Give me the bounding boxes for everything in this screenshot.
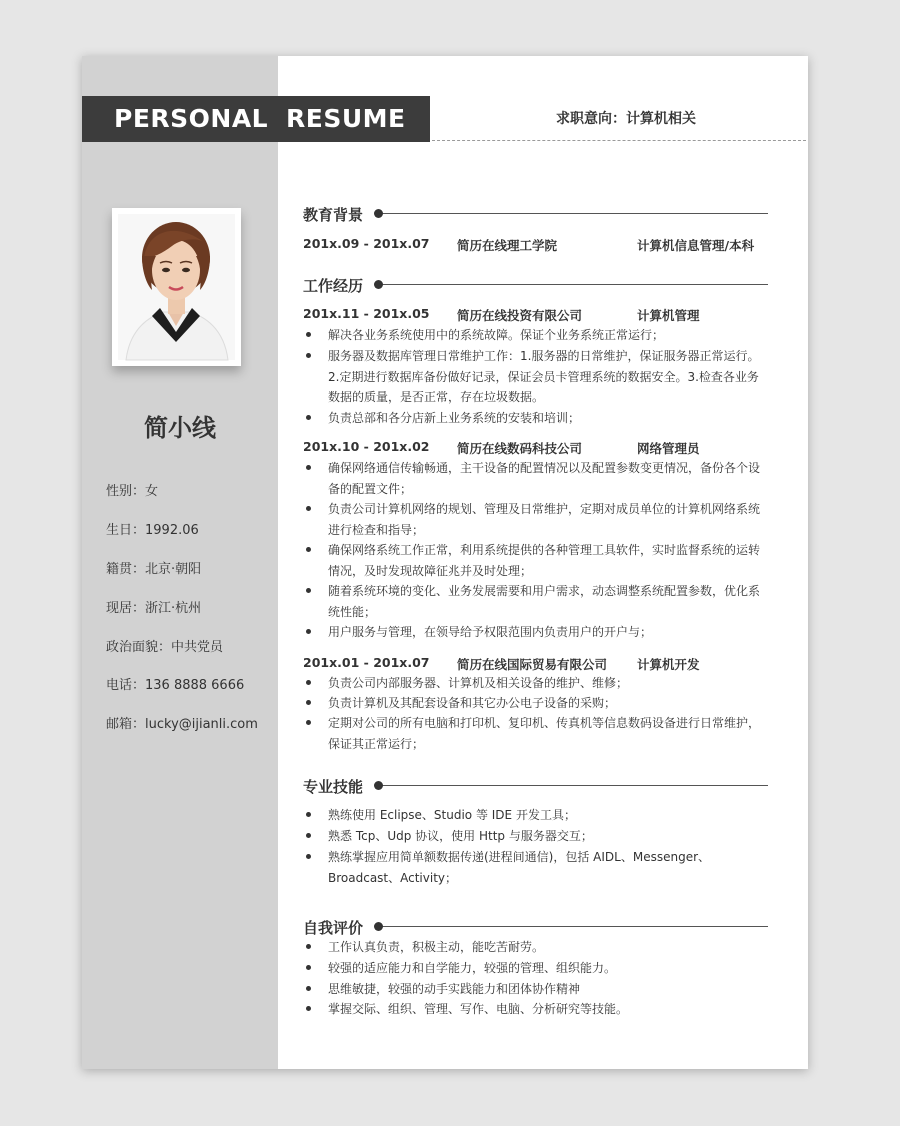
education-period: 201x.09 - 201x.07 [303, 236, 430, 251]
bullet-dot [306, 986, 311, 991]
list-item-text: 确保网络通信传输畅通，主干设备的配置情况以及配置参数变更情况，备份各个设备的配置文件； [328, 461, 761, 496]
list-item [306, 499, 766, 540]
bullet-dot [306, 965, 311, 970]
bullet-dot [306, 680, 311, 685]
info-hometown: 籍贯：北京·朝阳 [106, 562, 202, 577]
header-dashed-divider [432, 140, 806, 141]
job-company: 简历在线国际贸易有限公司 [457, 657, 608, 672]
bullet-dot [306, 506, 311, 511]
job-role: 网络管理员 [637, 441, 700, 456]
section-title: 专业技能 [303, 778, 364, 796]
list-item-text: 随着系统环境的变化、业务发展需要和用户需求，动态调整系统配置参数，优化系统性能； [328, 584, 761, 619]
title-banner [82, 96, 430, 142]
bullet-dot [306, 1006, 311, 1011]
section-rule [379, 213, 768, 214]
list-item-text: 解决各业务系统使用中的系统故障。保证个业务系统正常运行； [328, 328, 665, 342]
education-school: 简历在线理工学院 [457, 238, 558, 253]
job-period: 201x.01 - 201x.07 [303, 655, 430, 670]
bullet-dot [306, 353, 311, 358]
section-rule [379, 785, 768, 786]
job-intent: 求职意向：计算机相关 [556, 111, 696, 127]
bullet-dot [306, 854, 311, 859]
list-item [306, 581, 766, 622]
list-item [306, 826, 766, 847]
bullet-dot [306, 588, 311, 593]
list-item-text: 负责总部和各分店新上业务系统的安装和培训； [328, 411, 581, 425]
section-rule [379, 926, 768, 927]
bullet-dot [306, 465, 311, 470]
list-item-text: 思维敏捷，较强的动手实践能力和团体协作精神 [328, 982, 581, 996]
job-period: 201x.11 - 201x.05 [303, 306, 430, 321]
info-phone: 电话：136 8888 6666 [106, 678, 245, 693]
list-item [306, 693, 766, 714]
bullet-dot [306, 700, 311, 705]
job-role: 计算机开发 [637, 657, 700, 672]
list-item [306, 999, 766, 1020]
bullet-dot [306, 720, 311, 725]
section-dot [374, 781, 383, 790]
profile-photo [112, 208, 241, 366]
list-item-text: 熟练掌握应用简单额数据传递(进程间通信)，包括 AIDL、Messenger、Broadcast、Activity； [328, 850, 711, 885]
profile-name: 简小线 [144, 414, 216, 442]
list-item-text: 熟悉 Tcp、Udp 协议，使用 Http 与服务器交互； [328, 829, 593, 843]
section-title: 自我评价 [303, 919, 364, 937]
list-item-text: 工作认真负责，积极主动，能吃苦耐劳。 [328, 940, 545, 954]
list-item [306, 325, 766, 346]
list-item [306, 458, 766, 499]
list-item [306, 805, 766, 826]
list-item [306, 673, 766, 694]
title-personal: PERSONAL [114, 104, 269, 133]
list-item [306, 713, 766, 754]
profile-photo-frame [112, 208, 241, 366]
list-item [306, 346, 766, 408]
title-resume: RESUME [286, 104, 406, 133]
list-item-text: 用户服务与管理，在领导给予权限范围内负责用户的开户与； [328, 625, 653, 639]
list-item [306, 937, 766, 958]
bullet-dot [306, 547, 311, 552]
list-item-text: 确保网络系统工作正常，利用系统提供的各种管理工具软件，实时监督系统的运转情况，及时发现故障征兆并及时处理； [328, 543, 761, 578]
info-political-status: 政治面貌：中共党员 [106, 640, 224, 655]
section-education-header [303, 204, 768, 224]
section-title: 教育背景 [303, 206, 364, 224]
job-company: 简历在线数码科技公司 [457, 441, 583, 456]
info-residence: 现居：浙江·杭州 [106, 601, 202, 616]
section-dot [374, 922, 383, 931]
bullet-dot [306, 833, 311, 838]
section-work-header [303, 275, 768, 295]
section-rule [379, 284, 768, 285]
section-skills-header [303, 776, 768, 796]
section-dot [374, 209, 383, 218]
list-item [306, 958, 766, 979]
list-item-text: 负责计算机及其配套设备和其它办公电子设备的采购； [328, 696, 617, 710]
list-item [306, 847, 766, 888]
list-item [306, 979, 766, 1000]
bullet-dot [306, 812, 311, 817]
info-gender: 性别：女 [106, 484, 159, 499]
job-period: 201x.10 - 201x.02 [303, 439, 430, 454]
job-company: 简历在线投资有限公司 [457, 308, 583, 323]
bullet-dot [306, 944, 311, 949]
section-title: 工作经历 [303, 277, 364, 295]
bullet-dot [306, 415, 311, 420]
list-item-text: 服务器及数据库管理日常维护工作：1.服务器的日常维护，保证服务器正常运行。2.定期进行数据库备份做好记录，保证会员卡管理系统的数据安全。3.检查各业务数据的质量，是否正常，存在垃圾数据。 [328, 349, 760, 404]
job-role: 计算机管理 [637, 308, 700, 323]
info-email: 邮箱：lucky@ijianli.com [106, 717, 258, 732]
list-item [306, 540, 766, 581]
list-item-text: 掌握交际、组织、管理、写作、电脑、分析研究等技能。 [328, 1002, 629, 1016]
bullet-dot [306, 629, 311, 634]
list-item [306, 408, 766, 429]
list-item [306, 622, 766, 643]
list-item-text: 熟练使用 Eclipse、Studio 等 IDE 开发工具； [328, 808, 576, 822]
list-item-text: 负责公司计算机网络的规划、管理及日常维护，定期对成员单位的计算机网络系统进行检查和指导； [328, 502, 761, 537]
bullet-dot [306, 332, 311, 337]
list-item-text: 定期对公司的所有电脑和打印机、复印机、传真机等信息数码设备进行日常维护，保证其正常运行； [328, 716, 761, 751]
list-item-text: 负责公司内部服务器、计算机及相关设备的维护、维修； [328, 676, 629, 690]
list-item-text: 较强的适应能力和自学能力，较强的管理、组织能力。 [328, 961, 617, 975]
education-major: 计算机信息管理/本科 [637, 238, 755, 253]
info-birthday: 生日：1992.06 [106, 523, 199, 538]
section-dot [374, 280, 383, 289]
section-self-eval-header [303, 917, 768, 937]
